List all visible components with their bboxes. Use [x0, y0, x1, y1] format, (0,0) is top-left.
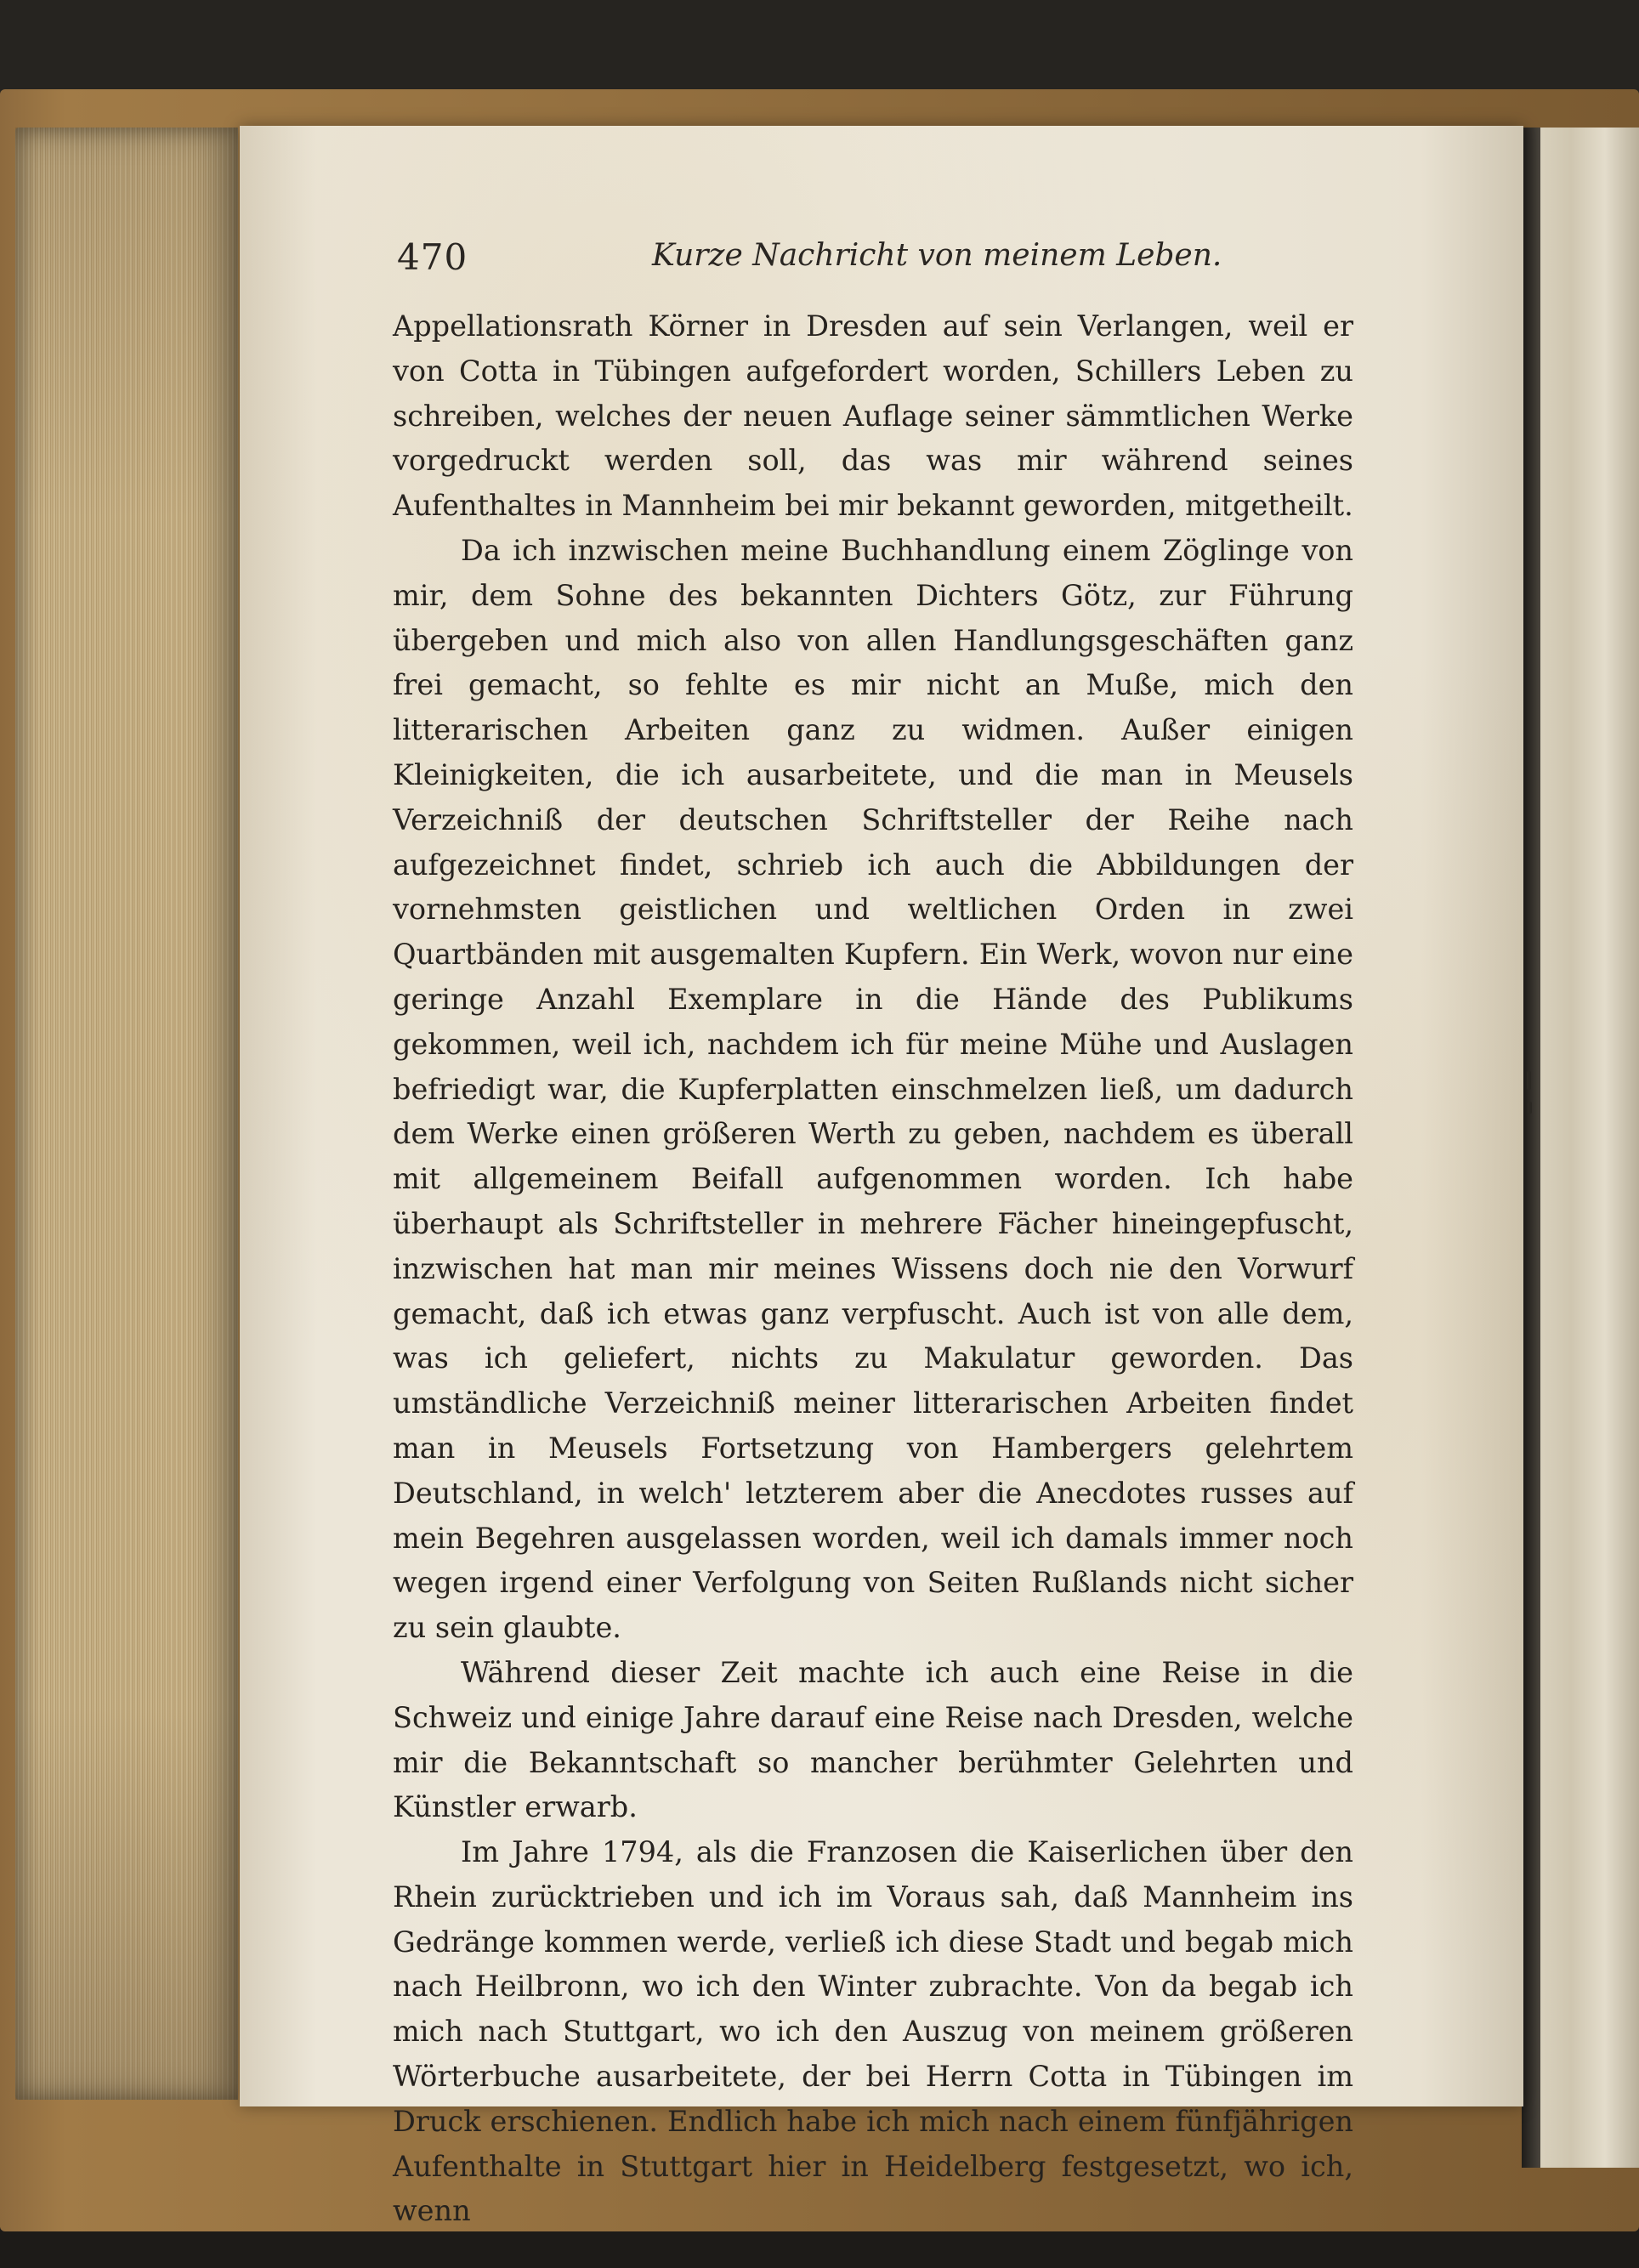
running-head: Kurze Nachricht von meinem Leben.	[652, 238, 1222, 273]
paragraph-1: Appellationsrath Körner in Dresden auf sein Verlangen, weil er von Cotta in Tübingen aufgefordert worden, Schillers Leben zu schreiben, welches der neuen Auflage seiner sämmtlichen Werke vorgedruckt werden soll, das was mir während seines Aufenthaltes in Mannheim bei mir bekannt geworden, mitgetheilt.	[393, 309, 1353, 523]
paragraph-4: Im Jahre 1794, als die Franzosen die Kaiserlichen über den Rhein zurücktrieben und ich im Voraus sah, daß Mannheim ins Gedränge kommen werde, verließ ich diese Stadt und begab mich nach Heilbronn, wo ich den Winter zubrachte. Von da begab ich mich nach Stuttgart, wo ich den Auszug von meinem größeren Wörterbuche ausarbeitete, der bei Herrn Cotta in Tübingen im Druck erschienen. Endlich habe ich mich nach einem fünfjährigen Aufenthalte in Stuttgart hier in Heidelberg festgesetzt, wo ich, wenn	[393, 1835, 1353, 2228]
gutter-shadow	[1522, 128, 1540, 2168]
page-mark	[1528, 1102, 1532, 1114]
page-header	[397, 236, 1349, 287]
body-text	[393, 304, 1353, 2228]
paragraph-3: Während dieser Zeit machte ich auch eine Reise in die Schweiz und einige Jahre darauf eine Reise nach Dresden, welche mir die Bekanntschaft so mancher berühmter Gelehrten und Künstler erwarb.	[393, 1655, 1353, 1824]
book-page	[240, 126, 1523, 2228]
page-edges-right	[1526, 128, 1639, 2168]
page-number: 470	[397, 236, 468, 278]
paragraph-2: Da ich inzwischen meine Buchhandlung einem Zöglinge von mir, dem Sohne des bekannten Dichters Götz, zur Führung übergeben und mich also von allen Handlungsgeschäften ganz frei gemacht, so fehlte es mir nicht an Muße, mich den litterarischen Arbeiten ganz zu widmen. Außer einigen Kleinigkeiten, die ich ausarbeitete, und die man in Meusels Verzeichniß der deutschen Schriftsteller der Reihe nach aufgezeichnet findet, schrieb ich auch die Abbildungen der vornehmsten geistlichen und weltlichen Orden in zwei Quartbänden mit ausgemalten Kupfern. Ein Werk, wovon nur eine geringe Anzahl Exemplare in die Hände des Publikums gekommen, weil ich, nachdem ich für meine Mühe und Auslagen befriedigt war, die Kupferplatten einschmelzen ließ, um dadurch dem Werke einen größeren Werth zu geben, nachdem es überall mit allgemeinem Beifall aufgenommen worden. Ich habe überhaupt als Schriftsteller in mehrere Fächer hineingepfuscht, inzwischen hat man mir meines Wissens doch nie den Vorwurf gemacht, daß ich etwas ganz verpfuscht. Auch ist von alle dem, was ich geliefert, nichts zu Makulatur geworden. Das umständliche Verzeichniß meiner litterarischen Arbeiten findet man in Meusels Fortsetzung von Hambergers gelehrtem Deutschland, in welch' letzterem aber die Anecdotes russes auf mein Begehren ausgelassen worden, weil ich damals immer noch wegen irgend einer Verfolgung von Seiten Rußlands nicht sicher zu sein glaubte.	[393, 533, 1353, 1645]
page-edges-shade	[15, 128, 238, 2100]
page-mark	[1527, 1071, 1531, 1090]
